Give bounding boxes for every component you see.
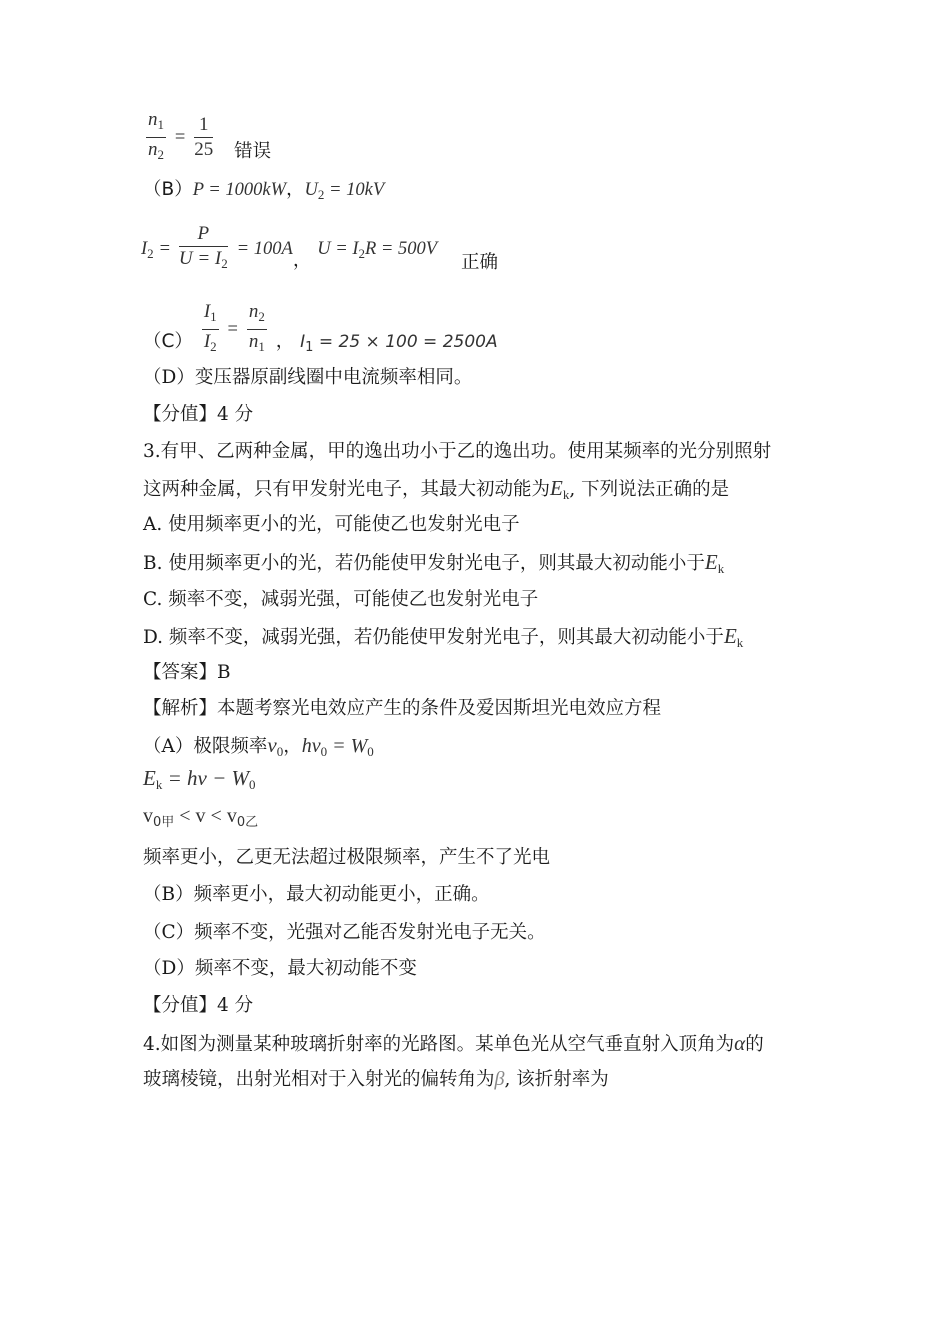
q3-text-d: （D）频率不变，最大初动能不变	[143, 958, 417, 979]
fraction-n1-n2: $\frac{n_1}{n_2}$	[148, 109, 164, 162]
q3-option-d: D. 频率不变，减弱光强，若仍能使甲发射光电子，则其最大初动能小于$E_k$	[143, 624, 744, 650]
q3-option-c: C. 频率不变，减弱光强，可能使乙也发射光电子	[143, 589, 539, 610]
fraction-n2-n1: $\frac{n_2}{n_1}$	[248, 301, 265, 354]
verdict-wrong: 错误	[234, 140, 272, 162]
option-c-line: （C） $\frac{I_1}{I_2}$ = $\frac{n_2}{n_1}$ ， $I_1 = 25 \times 100 = 2500A$	[143, 300, 498, 359]
option-b-line2: $I_2$ = $\frac{P}{U = I_2}$ = 100A， $U = I_2R = 500V$ 正确	[141, 222, 498, 276]
verdict-correct: 正确	[460, 252, 498, 273]
option-d-line: （D）变压器原副线圈中电流频率相同。	[143, 367, 473, 388]
q3-option-a: A. 使用频率更小的光，可能使乙也发射光电子	[143, 514, 520, 535]
ratio-line: $\frac{n_1}{n_2}$ = $\frac{1}{25}$ 错误	[143, 108, 271, 167]
q4-line2: 玻璃棱镜，出射光相对于入射光的偏转角为β, 该折射率为	[143, 1068, 609, 1090]
q3-line2: 这两种金属，只有甲发射光电子，其最大初动能为$E_k$, 下列说法正确的是	[143, 476, 730, 502]
score-1: 【分值】4 分	[143, 404, 254, 425]
q3-analysis-a: （A）极限频率$\nu_0$，$h\nu_0 = W_0$	[143, 733, 374, 759]
q4-line1: 4.如图为测量某种玻璃折射率的光路图。某单色光从空气垂直射入顶角为α的	[143, 1031, 764, 1055]
q3-option-b: B. 使用频率更小的光，若仍能使甲发射光电子，则其最大初动能小于$E_k$	[143, 550, 725, 576]
q3-line1: 3.有甲、乙两种金属，甲的逸出功小于乙的逸出功。使用某频率的光分别照射	[143, 441, 772, 462]
q3-answer: 【答案】B	[143, 662, 231, 683]
fraction-1-25: $\frac{1}{25}$	[194, 114, 214, 160]
q3-analysis: 【解析】本题考察光电效应产生的条件及爱因斯坦光电效应方程	[143, 698, 662, 719]
fraction-p-u2: $\frac{P}{U = I_2}$	[178, 223, 228, 271]
q3-inequality: $v_{0甲} < v < v_{0乙}$	[143, 805, 259, 830]
q3-text-b: （B）频率更小，最大初动能更小，正确。	[143, 884, 490, 905]
fraction-i1-i2: $\frac{I_1}{I_2}$	[203, 301, 217, 354]
q3-text-c: （C）频率不变，光强对乙能否发射光电子无关。	[143, 922, 546, 943]
q3-ek-equation: $E_k = h\nu - W_0$	[143, 766, 256, 792]
option-b-line1: （B）P = 1000kW，$U_2 = 10kV$	[143, 179, 385, 202]
q3-text-a: 频率更小，乙更无法超过极限频率，产生不了光电	[143, 847, 551, 868]
q3-score: 【分值】4 分	[143, 995, 254, 1016]
